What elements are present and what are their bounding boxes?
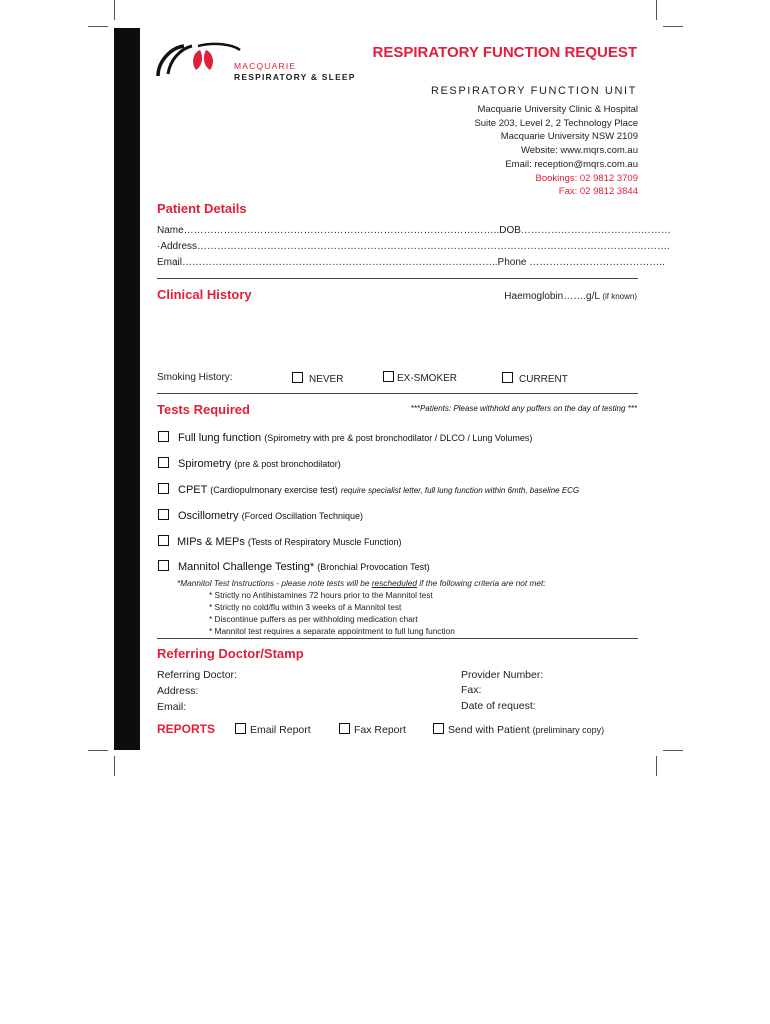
logo-line-2: RESPIRATORY & SLEEP xyxy=(234,72,356,82)
checkbox[interactable] xyxy=(158,457,169,468)
checkbox[interactable] xyxy=(158,483,169,494)
patient-email-phone-field[interactable]: Email…………………………………………………………………………………..Phone ………………………………….. xyxy=(157,257,665,268)
reports-heading: REPORTS xyxy=(157,722,216,736)
logo xyxy=(152,40,242,82)
test-detail: (Spirometry with pre & post bronchodilator / DLCO / Lung Volumes) xyxy=(264,433,533,443)
lungs-logo-icon xyxy=(152,40,242,82)
test-name: Spirometry xyxy=(178,458,232,470)
bookings-phone: Bookings: 02 9812 3709 xyxy=(535,172,638,184)
smoking-history-label: Smoking History: xyxy=(157,372,233,383)
unit-address xyxy=(474,103,638,199)
checkbox[interactable] xyxy=(502,372,513,383)
address-line: Macquarie University NSW 2109 xyxy=(500,131,638,143)
mannitol-intro: *Mannitol Test Instructions - please note tests will be xyxy=(177,578,372,588)
option-label: NEVER xyxy=(309,374,344,385)
email-report-option[interactable] xyxy=(235,723,311,736)
option-note: (preliminary copy) xyxy=(532,725,605,735)
tests-required-heading: Tests Required xyxy=(157,402,250,417)
test-detail: (Forced Oscillation Technique) xyxy=(241,511,363,521)
mannitol-intro-end: if the following criteria are not met: xyxy=(417,578,546,588)
crop-mark xyxy=(88,26,108,27)
test-mannitol[interactable] xyxy=(158,560,430,573)
mannitol-instructions xyxy=(177,577,546,589)
criteria-item: * Strictly no Antihistamines 72 hours prior to the Mannitol test xyxy=(209,590,433,600)
test-spirometry[interactable] xyxy=(158,457,341,470)
divider xyxy=(157,278,638,279)
fax-report-option[interactable] xyxy=(339,723,406,736)
checkbox[interactable] xyxy=(158,431,169,442)
test-detail: (Cardiopulmonary exercise test) xyxy=(210,485,338,495)
mannitol-criteria xyxy=(209,589,455,637)
unit-heading: RESPIRATORY FUNCTION UNIT xyxy=(430,85,637,97)
test-extra: require specialist letter, full lung function within 6mth, baseline ECG xyxy=(340,486,580,495)
option-label: Email Report xyxy=(250,724,311,736)
email: Email: reception@mqrs.com.au xyxy=(505,158,638,170)
binding-spine xyxy=(114,28,140,750)
test-name: Oscillometry xyxy=(178,510,239,522)
test-detail: (pre & post bronchodilator) xyxy=(234,459,341,469)
option-label: EX-SMOKER xyxy=(397,373,458,384)
option-label: Send with Patient xyxy=(448,724,530,736)
logo-text xyxy=(234,61,356,83)
haemoglobin-note: (if known) xyxy=(602,292,637,301)
mannitol-intro-underlined: rescheduled xyxy=(371,578,417,588)
checkbox[interactable] xyxy=(433,723,444,734)
logo-line-1: MACQUARIE xyxy=(234,61,297,71)
address-line: Macquarie University Clinic & Hospital xyxy=(477,104,638,115)
puffer-notice: ***Patients: Please withhold any puffers on the day of testing *** xyxy=(410,404,637,413)
referring-doctor-field[interactable]: Referring Doctor: xyxy=(157,669,237,681)
page-title: RESPIRATORY FUNCTION REQUEST xyxy=(372,44,637,61)
clinical-history-heading: Clinical History xyxy=(157,287,252,302)
crop-mark xyxy=(88,750,108,751)
criteria-item: * Discontinue puffers as per withholding medication chart xyxy=(209,614,418,624)
test-name: MIPs & MEPs xyxy=(177,536,245,548)
checkbox[interactable] xyxy=(158,509,169,520)
test-cpet[interactable] xyxy=(158,483,579,496)
checkbox[interactable] xyxy=(339,723,350,734)
option-label: Fax Report xyxy=(354,724,406,736)
send-with-patient-option[interactable] xyxy=(433,723,604,736)
crop-mark xyxy=(663,750,683,751)
crop-mark xyxy=(114,0,115,20)
smoking-ex-smoker-option[interactable] xyxy=(383,371,457,384)
test-name: CPET xyxy=(178,484,208,496)
crop-mark xyxy=(114,756,115,776)
haemoglobin-label: Haemoglobin…….g/L xyxy=(504,291,600,302)
test-full-lung-function[interactable] xyxy=(158,431,532,444)
criteria-item: * Strictly no cold/flu within 3 weeks of a Mannitol test xyxy=(209,602,402,612)
provider-number-field[interactable]: Provider Number: xyxy=(461,669,544,681)
smoking-current-option[interactable] xyxy=(502,372,568,385)
referring-fax-field[interactable]: Fax: xyxy=(461,684,482,696)
checkbox[interactable] xyxy=(383,371,394,382)
website: Website: www.mqrs.com.au xyxy=(520,145,638,157)
crop-mark xyxy=(656,756,657,776)
test-name: Mannitol Challenge Testing* xyxy=(178,561,315,573)
test-name: Full lung function xyxy=(178,432,262,444)
fax-number: Fax: 02 9812 3844 xyxy=(558,186,638,198)
crop-mark xyxy=(663,26,683,27)
checkbox[interactable] xyxy=(292,372,303,383)
patient-details-heading: Patient Details xyxy=(157,201,247,216)
test-detail: (Tests of Respiratory Muscle Function) xyxy=(247,537,402,547)
checkbox[interactable] xyxy=(158,560,169,571)
checkbox[interactable] xyxy=(158,535,169,546)
referring-address-field[interactable]: Address: xyxy=(157,685,199,697)
crop-mark xyxy=(656,0,657,20)
test-detail: (Bronchial Provocation Test) xyxy=(317,562,430,572)
option-label: CURRENT xyxy=(519,374,568,385)
divider xyxy=(157,393,638,394)
date-of-request-field[interactable]: Date of request: xyxy=(461,700,536,712)
referring-email-field[interactable]: Email: xyxy=(157,701,187,713)
checkbox[interactable] xyxy=(235,723,246,734)
patient-name-dob-field[interactable]: Name…………………………………………………………………………………..DOB……………………………………… xyxy=(157,225,671,236)
smoking-never-option[interactable] xyxy=(292,372,343,385)
haemoglobin-field[interactable] xyxy=(504,291,637,302)
address-line: Suite 203, Level 2, 2 Technology Place xyxy=(474,117,638,129)
criteria-item: * Mannitol test requires a separate appointment to full lung function xyxy=(209,626,455,636)
referring-doctor-heading: Referring Doctor/Stamp xyxy=(157,646,304,661)
test-oscillometry[interactable] xyxy=(158,509,363,522)
test-mips-meps[interactable] xyxy=(158,535,401,548)
divider xyxy=(157,638,638,639)
patient-address-field[interactable]: ·Address……………………………………………………………………………………………………………………………. xyxy=(157,241,670,252)
